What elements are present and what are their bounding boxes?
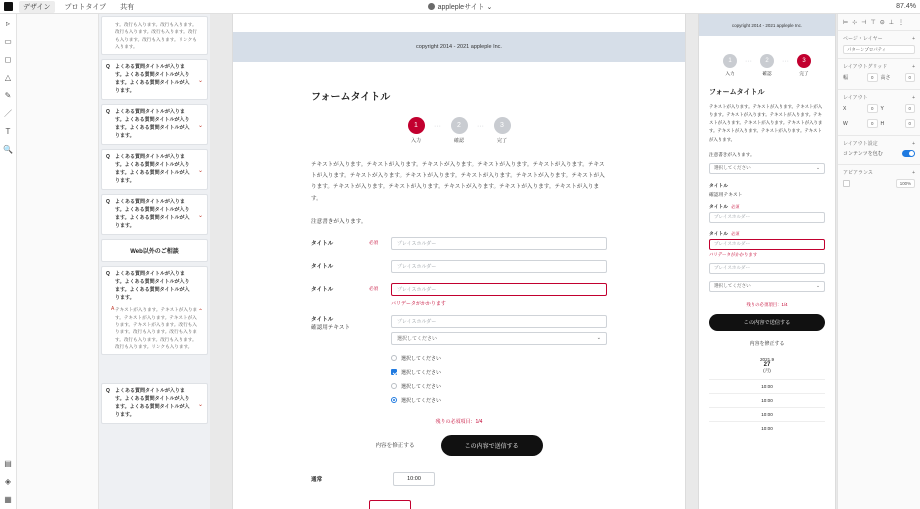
list-item[interactable] [101, 149, 208, 190]
option-row[interactable] [391, 397, 607, 404]
chevron-down-icon[interactable]: ⌄ [197, 212, 203, 219]
assets-icon[interactable]: ◈ [4, 477, 12, 486]
chevron-down-icon[interactable]: ⌄ [197, 122, 203, 129]
step-indicator [311, 117, 607, 144]
required-badge: 必須 [731, 203, 740, 209]
card-body-text: す。改行も入ります。改行も入ります。改行も入ります。改行も入ります。改行も入ります。改行も入ります。リンクも入ります。 [115, 22, 197, 50]
question-marker: Q [106, 199, 110, 206]
align-top-icon[interactable]: ⊤ [870, 20, 876, 26]
preview-step-3[interactable] [790, 54, 818, 77]
option-label: 選択してください [401, 355, 442, 362]
calendar-day[interactable]: 27 [763, 361, 771, 368]
form-artboard[interactable] [233, 14, 685, 509]
dropdown-value: 選択してください [714, 283, 751, 289]
step-divider: ··· [434, 122, 441, 130]
radio-icon-selected[interactable] [391, 397, 397, 403]
document-title-area [0, 2, 920, 12]
chevron-down-icon: ⌄ [596, 335, 601, 342]
zoom-icon[interactable]: 🔍 [3, 145, 13, 154]
section-title: ページ・レイヤー [843, 36, 883, 42]
form-actions [311, 435, 607, 456]
chevron-down-icon: ⌄ [816, 283, 820, 289]
option-label: 選択してください [401, 369, 442, 376]
chevron-down-icon: ⌄ [816, 165, 820, 171]
triangle-icon[interactable]: △ [4, 73, 12, 82]
submit-button[interactable]: この内容で送信する [441, 435, 543, 456]
question-text: よくある質問タイトルが入ります。よくある質問タイトルが入ります。よくある質問タイトルが入ります。 [115, 64, 190, 94]
faq-card-list[interactable] [99, 14, 210, 509]
radio-icon[interactable] [391, 355, 397, 361]
label-text: タイトル [709, 231, 729, 237]
add-icon[interactable]: + [912, 140, 915, 147]
field-label-text: タイトル [311, 316, 334, 323]
step-number: 1 [408, 117, 425, 134]
option-row[interactable] [391, 383, 607, 390]
step-1[interactable] [399, 117, 433, 144]
step-number: 3 [797, 54, 811, 68]
property-value[interactable]: 0 [867, 73, 877, 82]
property-row [843, 119, 878, 128]
field-label [311, 315, 369, 331]
chevron-down-icon[interactable]: ⌄ [197, 167, 203, 174]
preview-field-label [709, 203, 825, 210]
preview-step-2[interactable] [753, 54, 781, 77]
time-slot[interactable]: 10:00 [709, 379, 825, 393]
tab-share[interactable]: 共有 [120, 3, 135, 11]
add-icon[interactable]: + [912, 35, 915, 42]
field-label: タイトル [311, 264, 334, 271]
field-row [311, 283, 607, 296]
section-title: アピアランス [843, 170, 873, 176]
step-divider: ··· [477, 122, 484, 130]
calendar-weekday: (月) [763, 367, 771, 373]
property-row [843, 73, 878, 82]
time-label: 通常 [311, 476, 323, 483]
property-label: 高さ [880, 75, 891, 81]
property-value[interactable]: 0 [905, 73, 915, 82]
property-row [881, 104, 916, 113]
list-item[interactable] [101, 194, 208, 235]
property-value[interactable]: 0 [905, 119, 915, 128]
preview-body [699, 36, 835, 449]
preview-paragraph: テキストが入ります。テキストが入ります。テキストが入ります。テキストが入ります。テキストが入ります。テキストが入ります。テキストが入ります。テキストが入ります。テキストが入ります。テキストが入ります。テキストが入ります。 [709, 104, 823, 142]
artboard-copyright: copyright 2014 - 2021 appleple Inc. [233, 32, 685, 62]
list-item-expanded[interactable] [101, 266, 208, 355]
page-title: フォームタイトル [311, 92, 391, 103]
title-caret-icon[interactable]: ⌄ [486, 3, 493, 11]
field-label: タイトル [311, 241, 334, 248]
required-badge: 必須 [369, 240, 379, 246]
preview-input[interactable]: プレイスホルダー [709, 212, 825, 223]
inspector-section-appearance [838, 164, 920, 195]
radio-icon[interactable] [391, 383, 397, 389]
note-text: 注意書きが入ります。 [311, 218, 367, 225]
align-left-icon[interactable]: ⊨ [843, 20, 849, 26]
inspector-section-page [838, 30, 920, 58]
validation-message: バリデータがかかります [391, 300, 446, 307]
list-item[interactable] [101, 59, 208, 100]
add-icon[interactable]: + [912, 63, 915, 70]
top-bar [0, 0, 920, 14]
layout-fields [843, 104, 915, 131]
text-input[interactable]: プレイスホルダー [391, 260, 607, 273]
field-label: タイトル [311, 287, 334, 294]
property-row [843, 179, 915, 188]
section-header [843, 140, 915, 147]
preview-title: フォームタイトル [709, 89, 765, 96]
text-icon[interactable]: T [5, 127, 11, 136]
grid-fields [843, 73, 915, 85]
section-header [843, 63, 915, 70]
confirm-input[interactable]: プレイスホルダー [391, 315, 607, 328]
list-item[interactable] [101, 383, 208, 424]
intro-paragraph: テキストが入ります。テキストが入ります。テキストが入ります。テキストが入ります。テキストが入ります。テキストが入ります。テキストが入ります。テキストが入ります。テキストが入ります。テキストが入ります。テキストが入ります。テキストが入ります。テキストが入ります。テキストが入ります。テキストが入ります。テキストが入ります。 [311, 162, 605, 202]
step-number: 2 [760, 54, 774, 68]
property-label: Y [880, 105, 884, 112]
canvas[interactable] [99, 14, 837, 509]
question-text: よくある質問タイトルが入ります。よくある質問タイトルが入ります。よくある質問タイトルが入ります。 [115, 109, 190, 139]
library-icon[interactable]: ▦ [4, 495, 12, 504]
time-slot[interactable]: 10:00 [709, 407, 825, 421]
preview-dropdown-2[interactable] [709, 281, 825, 292]
tool-rail-bottom [3, 458, 14, 505]
add-icon[interactable]: + [912, 94, 915, 101]
property-value[interactable]: 0 [867, 119, 877, 128]
list-item[interactable] [101, 104, 208, 145]
section-header [843, 169, 915, 176]
list-item[interactable] [101, 16, 208, 55]
preview-note: 注意書きが入ります。 [709, 151, 755, 157]
checkbox-icon[interactable] [391, 369, 397, 375]
step-divider: ··· [782, 57, 789, 65]
step-label: 完了 [799, 71, 809, 76]
text-input[interactable]: プレイスホルダー [391, 237, 607, 250]
align-right-icon[interactable]: ⊣ [861, 20, 867, 26]
tab-prototype[interactable]: プロトタイプ [64, 3, 107, 11]
required-badge: 必須 [731, 230, 740, 236]
required-remaining: 残りの必須項目：1/4 [435, 418, 483, 425]
step-label: 完了 [496, 138, 507, 144]
top-bar-right [896, 3, 916, 10]
align-middle-icon[interactable]: ⊝ [879, 20, 885, 26]
step-3[interactable] [485, 117, 519, 144]
section-header [843, 94, 915, 101]
step-number: 2 [451, 117, 468, 134]
required-badge: 必須 [369, 286, 379, 292]
align-bottom-icon[interactable]: ⊥ [888, 20, 894, 26]
preview-submit-button[interactable]: この内容で送信する [709, 314, 825, 331]
line-icon[interactable]: ／ [4, 109, 12, 118]
option-label: 選択してください [401, 383, 442, 390]
property-value[interactable]: 0 [905, 104, 915, 113]
preview-field-label [709, 230, 825, 237]
step-label: 確認 [453, 138, 464, 144]
preview-input-error[interactable]: プレイスホルダー [709, 239, 825, 250]
layout-toggle[interactable] [902, 150, 915, 157]
preview-artboard[interactable] [699, 14, 835, 509]
question-text: よくある質問タイトルが入ります。よくある質問タイトルが入ります。よくある質問タイトルが入ります。 [115, 271, 190, 301]
section-title: レイアウト [843, 95, 868, 101]
align-center-icon[interactable]: ⊹ [852, 20, 858, 26]
layers-icon[interactable]: ▤ [4, 459, 12, 468]
time-row [311, 472, 607, 486]
inspector-section-layout-settings [838, 135, 920, 164]
property-label: コンテンツを包む [843, 151, 883, 157]
answer-text: テキストが入ります。テキストが入ります。テキストが入ります。テキストが入ります。テキストが入ります。改行も入ります。改行も入ります。改行も入ります。改行も入ります。改行も入ります。改行も入ります。リンクも入ります。 [115, 307, 198, 350]
option-label: 選択してください [401, 397, 442, 404]
dropdown-value: 選択してください [714, 165, 751, 171]
inspector-section-layout [838, 89, 920, 135]
section-heading: Web以外のご相談 [101, 239, 208, 262]
step-number: 3 [494, 117, 511, 134]
document-title[interactable]: applepleサイト [437, 3, 485, 11]
preview-validation-message: バリデータがかかります [709, 251, 758, 257]
chevron-up-icon[interactable]: ⌃ [197, 308, 203, 315]
section-title: レイアウトグリッド [843, 64, 888, 70]
inspector-section-grid [838, 58, 920, 89]
label-text: タイトル [709, 204, 729, 210]
add-icon[interactable]: + [912, 169, 915, 176]
preview-dropdown[interactable] [709, 163, 825, 174]
time-input[interactable]: 10:00 [393, 472, 435, 486]
step-label: 入力 [725, 71, 735, 76]
preview-calendar [709, 357, 825, 374]
question-text: よくある質問タイトルが入ります。よくある質問タイトルが入ります。よくある質問タイトルが入ります。 [115, 388, 190, 418]
property-row [881, 119, 916, 128]
alignment-toolbar [838, 14, 920, 30]
property-label: H [880, 120, 885, 127]
time-slot[interactable]: 10:00 [709, 393, 825, 407]
property-label: 幅 [843, 75, 849, 81]
frame-icon[interactable]: ▭ [4, 37, 12, 46]
time-input-error[interactable] [369, 500, 411, 509]
inspector-panel[interactable] [837, 14, 920, 509]
shape-icon[interactable]: ◻ [4, 55, 12, 64]
confirm-field-row [311, 315, 607, 345]
time-row-error [311, 500, 607, 509]
preview-step-indicator [709, 54, 825, 77]
preview-input[interactable]: プレイスホルダー [709, 263, 825, 274]
property-row [843, 150, 915, 157]
question-marker: Q [106, 154, 110, 161]
field-sublabel: 確認用テキスト [311, 324, 351, 331]
question-marker: Q [106, 64, 110, 71]
chevron-down-icon[interactable]: ⌄ [197, 401, 203, 408]
time-slot[interactable]: 10:00 [709, 421, 825, 435]
tab-design[interactable]: デザイン [19, 1, 55, 13]
property-value[interactable]: 0 [867, 104, 877, 113]
step-2[interactable] [442, 117, 476, 144]
layers-panel[interactable] [17, 14, 99, 509]
preview-edit-button[interactable]: 内容を修正する [749, 340, 785, 347]
distribute-icon[interactable]: ⋮ [898, 20, 904, 26]
question-marker: Q [106, 388, 110, 395]
property-label: W [843, 120, 848, 127]
answer-marker: A [111, 306, 115, 313]
zoom-level[interactable]: 87.4% [896, 3, 916, 10]
preview-copyright: copyright 2014 - 2021 appleple Inc. [699, 14, 835, 36]
edit-button[interactable]: 内容を修正する [375, 443, 415, 450]
text-input-error[interactable]: プレイスホルダー [391, 283, 607, 296]
chevron-down-icon[interactable]: ⌄ [197, 77, 203, 84]
preview-field-sublabel: 確認用テキスト [709, 192, 743, 198]
opacity-value[interactable]: 100% [896, 179, 915, 188]
step-label: 確認 [762, 71, 772, 76]
tool-rail [0, 14, 17, 509]
property-row [843, 104, 878, 113]
preview-step-1[interactable] [716, 54, 744, 77]
dropdown-select[interactable] [391, 332, 607, 345]
option-row[interactable] [391, 355, 607, 362]
field-row [311, 260, 607, 273]
calendar-month: 2021.9 [759, 356, 775, 362]
step-divider: ··· [745, 57, 752, 65]
question-marker: Q [106, 271, 110, 278]
field-row [311, 237, 607, 250]
preview-time-slots[interactable] [709, 379, 825, 435]
section-title: レイアウト設定 [843, 141, 878, 147]
select-icon[interactable]: ▹ [5, 19, 10, 28]
color-swatch[interactable] [843, 180, 850, 187]
dropdown-value: 選択してください [397, 335, 438, 342]
question-marker: Q [106, 109, 110, 116]
section-header [843, 35, 915, 42]
preview-required-remaining: 残りの必須項目：1/4 [746, 301, 788, 307]
preview-field-label [709, 182, 825, 189]
label-text: タイトル [709, 183, 729, 189]
property-pill[interactable]: パターンプロパティ [843, 45, 915, 54]
option-row[interactable] [391, 369, 607, 376]
step-label: 入力 [410, 138, 421, 144]
step-number: 1 [723, 54, 737, 68]
property-row [881, 73, 916, 82]
question-text: よくある質問タイトルが入ります。よくある質問タイトルが入ります。よくある質問タイトルが入ります。 [115, 199, 190, 229]
question-text: よくある質問タイトルが入ります。よくある質問タイトルが入ります。よくある質問タイトルが入ります。 [115, 154, 190, 184]
property-label: X [843, 105, 847, 112]
form-container [233, 62, 685, 509]
pen-icon[interactable]: ✎ [4, 91, 12, 100]
file-icon [428, 3, 435, 10]
